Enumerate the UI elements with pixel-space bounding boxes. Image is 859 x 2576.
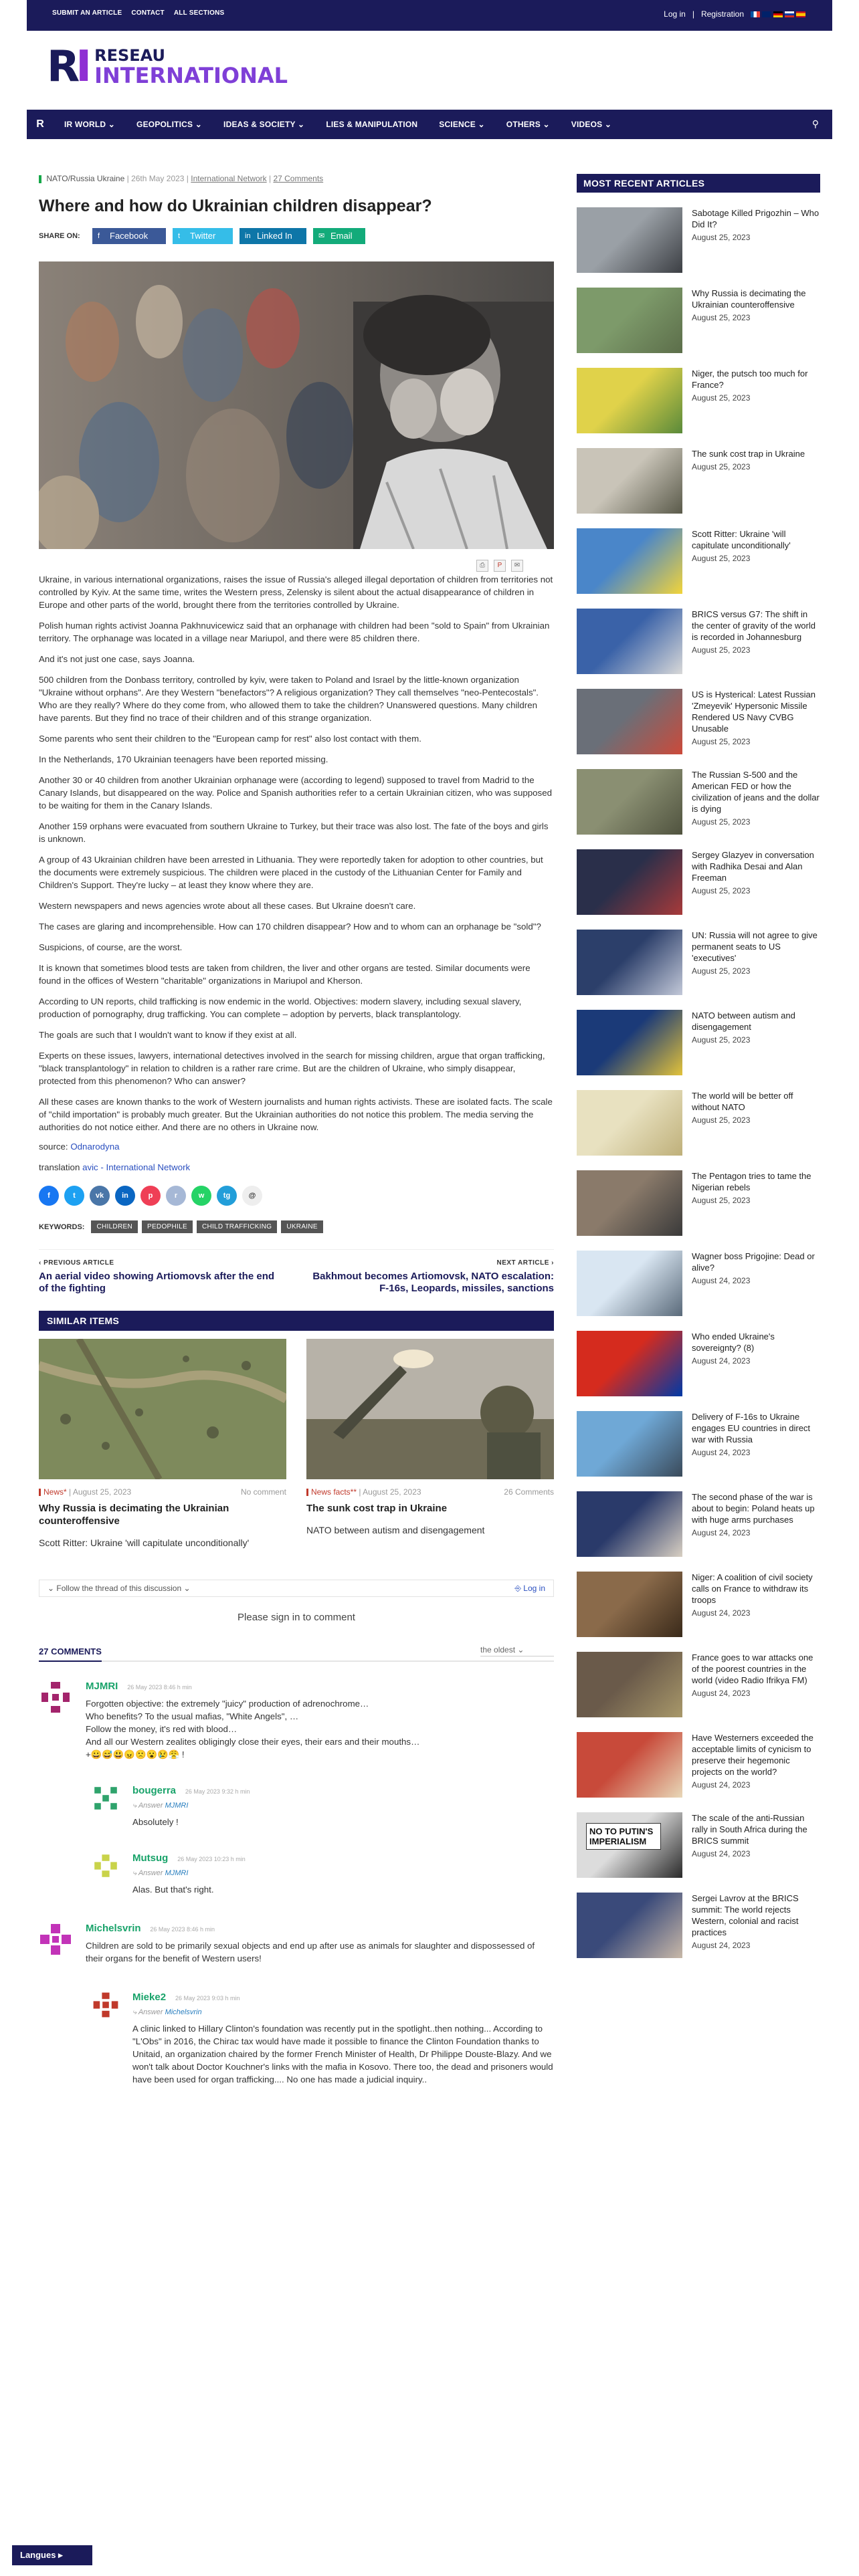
paragraph: Experts on these issues, lawyers, international detectives involved in the search for missing children, argue that organ trafficking, "black transplantology" in relation to children is a rather rare crime. But are the children of Ukraine, who simply disappear, protected from this phenomenon? Who can answer? bbox=[39, 1051, 545, 1086]
comment-date[interactable]: 26 May 2023 8:46 h min bbox=[150, 1926, 215, 1933]
recent-article-text bbox=[692, 769, 820, 835]
recent-article-thumbnail[interactable] bbox=[577, 1090, 682, 1156]
language-flags bbox=[751, 11, 805, 17]
recent-article-item[interactable] bbox=[577, 1090, 820, 1156]
comment-author[interactable]: bougerra bbox=[132, 1785, 177, 1796]
article-category[interactable]: NATO/Russia Ukraine bbox=[46, 174, 125, 183]
recent-article-date: August 25, 2023 bbox=[692, 817, 751, 827]
facebook-icon: f bbox=[98, 232, 100, 240]
recent-article-thumbnail[interactable] bbox=[577, 1411, 682, 1477]
recent-article-thumbnail[interactable] bbox=[577, 1732, 682, 1798]
similar-item-related[interactable]: NATO between autism and disengagement bbox=[306, 1525, 485, 1535]
comments-login-link[interactable]: ⎆ Log in bbox=[514, 1583, 545, 1593]
article-meta: NATO/Russia Ukraine | 26th May 2023 | International Network | 27 Comments bbox=[39, 174, 554, 183]
main-nav bbox=[27, 110, 832, 139]
recent-article-text bbox=[692, 849, 820, 915]
logo-words bbox=[94, 47, 288, 87]
previous-title[interactable]: An aerial video showing Artiomovsk after the end of the fighting bbox=[39, 1271, 275, 1294]
paragraph: Ukraine, in various international organizations, raises the issue of Russia's alleged illegal deportation of children from territories not controlled by Kyiv. At the same time, writes the Western press, Zelensky is silent about the actual disappearance of children in Europe and other parts of the world, brought there from the territories controlled by Ukraine. bbox=[39, 574, 553, 610]
recent-article-thumbnail[interactable] bbox=[577, 689, 682, 754]
recent-article-title[interactable]: Scott Ritter: Ukraine 'will capitulate unconditionally' bbox=[692, 529, 791, 550]
comments-count: 27 COMMENTS bbox=[39, 1646, 102, 1662]
paragraph: Some parents who sent their children to the "European camp for rest" also lost contact with them. bbox=[39, 734, 421, 744]
paragraph: Polish human rights activist Joanna Pakhnuvicewicz said that an orphanage with children had been "sold to Spain" from Ukrainian territory. The orphanage was located in a village near Mariupol, and there were 85 children there. bbox=[39, 621, 550, 643]
recent-article-text bbox=[692, 609, 820, 674]
recent-article-title[interactable]: Delivery of F-16s to Ukraine engages EU countries in direct war with Russia bbox=[692, 1412, 811, 1444]
recent-article-date: August 24, 2023 bbox=[692, 1849, 751, 1858]
recent-article-text bbox=[692, 1251, 820, 1316]
answer-to-author[interactable]: MJMRI bbox=[165, 1802, 189, 1810]
recent-article-item[interactable] bbox=[577, 930, 820, 995]
next-label: NEXT ARTICLE › bbox=[496, 1259, 554, 1267]
translation-link[interactable]: avic - International Network bbox=[82, 1162, 191, 1172]
comment-text: Alas. But that's right. bbox=[132, 1885, 214, 1895]
recent-article-thumbnail[interactable] bbox=[577, 849, 682, 915]
paragraph: Suspicions, of course, are the worst. bbox=[39, 942, 183, 952]
recent-article-date: August 24, 2023 bbox=[692, 1608, 751, 1618]
recent-article-item[interactable] bbox=[577, 288, 820, 353]
keywords-label: KEYWORDS: bbox=[39, 1222, 85, 1231]
logo-word-reseau: RESEAU bbox=[94, 46, 165, 65]
flag-es-icon[interactable] bbox=[796, 11, 805, 17]
paragraph: The cases are glaring and incomprehensible. How can 170 children disappear? How and to whom can an orphanage be "sold"? bbox=[39, 922, 541, 932]
paragraph: Western newspapers and news agencies wrote about all these cases. But Ukraine doesn't care. bbox=[39, 901, 416, 911]
recent-article-date: August 25, 2023 bbox=[692, 313, 751, 322]
comment-reply bbox=[92, 1992, 554, 2086]
recent-article-thumbnail[interactable] bbox=[577, 769, 682, 835]
account-area bbox=[664, 9, 805, 19]
recent-article-thumbnail[interactable] bbox=[577, 930, 682, 995]
recent-article-thumbnail[interactable] bbox=[577, 1251, 682, 1316]
recent-article-text bbox=[692, 1893, 820, 1958]
recent-article-item[interactable] bbox=[577, 1652, 820, 1717]
child-figure bbox=[353, 295, 554, 549]
recent-article-date: August 25, 2023 bbox=[692, 1035, 751, 1045]
flag-de-icon[interactable] bbox=[773, 11, 783, 17]
recent-article-title[interactable]: Who ended Ukraine's sovereignty? (8) bbox=[692, 1331, 775, 1353]
recent-article-title[interactable]: UN: Russia will not agree to give permanent seats to US 'executives' bbox=[692, 930, 818, 963]
rocket-launch-photo bbox=[306, 1339, 554, 1479]
comment-text: Children are sold to be primarily sexual objects and end up after use as animals for slaughter and dispossessed of their organs for the benefit of Western users! bbox=[86, 1941, 535, 1963]
keyword-tag[interactable]: UKRAINE bbox=[281, 1220, 323, 1233]
recent-article-text bbox=[692, 1170, 820, 1236]
recent-article-item[interactable] bbox=[577, 1010, 820, 1075]
comment-date[interactable]: 26 May 2023 9:03 h min bbox=[175, 1995, 240, 2002]
avatar bbox=[39, 1923, 72, 1956]
pdf-icon[interactable]: P bbox=[494, 560, 506, 572]
article-hero-image bbox=[39, 261, 554, 549]
comment-text: A clinic linked to Hillary Clinton's foundation was recently put in the spotlight..then nothing... According to "L'Obs" in 2016, the Chirac tax would have made it possible to finance the Clinton Foundation thanks to Unitaid, an organization chaired by the former French Minister of Health, Dr Philippe Douste-Blazy. And we won't talk about Doctor Kouchner's links with the mafia in Kosovo. There too, the dead and prisoners would have been used for organ trafficking.... No one has made a judicial inquiry.. bbox=[132, 2024, 553, 2084]
top-links bbox=[52, 9, 224, 17]
share-label: SHARE ON: bbox=[39, 232, 80, 240]
contact-link[interactable]: CONTACT bbox=[131, 9, 165, 17]
reddit-icon[interactable]: r bbox=[166, 1186, 186, 1206]
site-header bbox=[27, 31, 832, 110]
nav-science[interactable]: SCIENCE ⌄ bbox=[439, 120, 485, 129]
recent-article-title[interactable]: Have Westerners exceeded the acceptable limits of cynicism to preserve their hegemonic projects on the world? bbox=[692, 1733, 814, 1777]
recent-articles-list bbox=[577, 207, 820, 1958]
social-share-icons bbox=[39, 1186, 554, 1206]
recent-article-title[interactable]: NATO between autism and disengagement bbox=[692, 1010, 795, 1032]
paragraph: Another 30 or 40 children from another Ukrainian orphanage were (according to legend) supposed to travel from Madrid to the Canary Islands, but disappeared on the way. Police and Spanish authorities refer to a certain Ukrainian citizen, who was supposed to be waiting for them in the Canary Islands. bbox=[39, 775, 552, 811]
translation-label: translation bbox=[39, 1162, 80, 1172]
keywords-row bbox=[39, 1220, 554, 1233]
recent-article-item[interactable] bbox=[577, 1411, 820, 1477]
recent-article-title[interactable]: The world will be better off without NATO bbox=[692, 1091, 793, 1112]
similar-item-date: | August 25, 2023 bbox=[69, 1487, 132, 1497]
comment-author[interactable]: Michelsvrin bbox=[86, 1923, 141, 1934]
recent-article-item[interactable] bbox=[577, 769, 820, 835]
recent-article-text bbox=[692, 1411, 820, 1477]
comment bbox=[39, 1923, 554, 1965]
follow-thread-toggle[interactable]: ⌄ Follow the thread of this discussion ⌄ bbox=[47, 1584, 191, 1593]
article-date: | 26th May 2023 | bbox=[126, 174, 189, 183]
logo-mark: RI bbox=[47, 42, 88, 92]
keyword-tag[interactable]: PEDOPHILE bbox=[142, 1220, 193, 1233]
recent-article-date: August 24, 2023 bbox=[692, 1941, 751, 1950]
flag-fr-icon[interactable] bbox=[751, 11, 760, 17]
recent-articles-sidebar bbox=[577, 174, 820, 1958]
comment-date[interactable]: 26 May 2023 9:32 h min bbox=[185, 1788, 250, 1795]
recent-article-date: August 24, 2023 bbox=[692, 1689, 751, 1698]
share-linkedin-button[interactable]: in Linked In bbox=[240, 228, 306, 244]
nav-lies-manipulation[interactable]: LIES & MANIPULATION bbox=[326, 120, 418, 129]
previous-article[interactable] bbox=[39, 1259, 286, 1295]
recent-article-title[interactable]: Wagner boss Prigojine: Dead or alive? bbox=[692, 1251, 815, 1273]
similar-item-meta bbox=[39, 1487, 286, 1497]
similar-item-category[interactable]: News facts** bbox=[306, 1487, 357, 1497]
recent-article-item[interactable] bbox=[577, 1491, 820, 1557]
avatar bbox=[92, 1785, 119, 1812]
similar-item-comments[interactable]: No comment bbox=[240, 1487, 286, 1497]
vk-icon[interactable]: vk bbox=[90, 1186, 110, 1206]
recent-article-item[interactable] bbox=[577, 207, 820, 273]
telegram-icon[interactable]: tg bbox=[217, 1186, 237, 1206]
recent-article-text bbox=[692, 1331, 820, 1396]
answer-to: ⤷ Answer MJMRI bbox=[132, 1869, 189, 1877]
paragraph: In the Netherlands, 170 Ukrainian teenagers have been reported missing. bbox=[39, 754, 328, 764]
similar-item[interactable] bbox=[306, 1339, 554, 1549]
recent-article-thumbnail[interactable] bbox=[577, 1491, 682, 1557]
comments-sort-select[interactable]: the oldest ⌄ bbox=[480, 1645, 554, 1656]
recent-article-thumbnail[interactable] bbox=[577, 448, 682, 514]
login-link[interactable]: Log in bbox=[664, 9, 686, 19]
paragraph: The goals are such that I wouldn't want to know if they exist at all. bbox=[39, 1030, 297, 1040]
recent-article-thumbnail[interactable] bbox=[577, 1652, 682, 1717]
similar-item-title[interactable]: Why Russia is decimating the Ukrainian counteroffensive bbox=[39, 1503, 229, 1527]
similar-item[interactable] bbox=[39, 1339, 286, 1549]
answer-to-author[interactable]: Michelsvrin bbox=[165, 2008, 202, 2016]
twitter-icon: t bbox=[178, 232, 181, 240]
avatar bbox=[92, 1852, 119, 1879]
recent-article-title[interactable]: US is Hysterical: Latest Russian 'Zmeyevik' Hypersonic Missile Rendered US Navy CVBG Unusable bbox=[692, 689, 816, 734]
category-marker bbox=[39, 175, 41, 183]
recent-article-title[interactable]: BRICS versus G7: The shift in the center of gravity of the world is recorded in Johannesburg bbox=[692, 609, 816, 642]
recent-article-text bbox=[692, 1090, 820, 1156]
share-email-button[interactable]: ✉ Email bbox=[313, 228, 365, 244]
comments-header bbox=[39, 1642, 554, 1662]
recent-article-title[interactable]: Niger, the putsch too much for France? bbox=[692, 368, 808, 390]
recent-article-text bbox=[692, 1010, 820, 1075]
article-title: Where and how do Ukrainian children disappear? bbox=[39, 197, 432, 215]
recent-article-text bbox=[692, 207, 820, 273]
recent-article-text bbox=[692, 368, 820, 433]
avatar bbox=[92, 1992, 119, 2018]
recent-article-date: August 25, 2023 bbox=[692, 737, 751, 746]
recent-article-text bbox=[692, 528, 820, 594]
crowd-child-photo bbox=[39, 261, 554, 549]
recent-article-text bbox=[692, 288, 820, 353]
nav-videos[interactable]: VIDEOS ⌄ bbox=[571, 120, 612, 129]
email-icon: ✉ bbox=[318, 232, 325, 240]
recent-article-title[interactable]: The second phase of the war is about to begin: Poland heats up with huge arms purchases bbox=[692, 1492, 815, 1525]
similar-item-comments[interactable]: 26 Comments bbox=[504, 1487, 554, 1497]
recent-article-date: August 25, 2023 bbox=[692, 1115, 751, 1125]
avatar bbox=[39, 1681, 72, 1714]
recent-article-text bbox=[692, 930, 820, 995]
recent-article-title[interactable]: The scale of the anti-Russian rally in South Africa during the BRICS summit bbox=[692, 1813, 807, 1846]
recent-article-item[interactable] bbox=[577, 1893, 820, 1958]
recent-article-date: August 25, 2023 bbox=[692, 554, 751, 563]
recent-article-date: August 25, 2023 bbox=[692, 393, 751, 403]
pocket-icon[interactable]: p bbox=[140, 1186, 161, 1206]
recent-article-thumbnail[interactable] bbox=[577, 609, 682, 674]
similar-item-image[interactable] bbox=[39, 1339, 286, 1479]
recent-article-text bbox=[692, 1572, 820, 1637]
recent-article-thumbnail[interactable] bbox=[577, 1331, 682, 1396]
recent-article-item[interactable] bbox=[577, 368, 820, 433]
article-column bbox=[39, 174, 554, 2086]
comment bbox=[39, 1681, 554, 1761]
recent-article-text bbox=[692, 1812, 820, 1878]
linkedin-icon[interactable]: in bbox=[115, 1186, 135, 1206]
home-button[interactable]: R bbox=[36, 118, 44, 130]
recent-article-title[interactable]: The Russian S-500 and the American FED or how the civilization of jeans and the dollar is dying bbox=[692, 770, 820, 814]
paragraph: Another 159 orphans were evacuated from southern Ukraine to Turkey, but their trace was also lost. The fate of the boys and girls is unknown. bbox=[39, 821, 549, 844]
submit-article-link[interactable]: SUBMIT AN ARTICLE bbox=[52, 9, 122, 17]
recent-article-thumbnail[interactable] bbox=[577, 207, 682, 273]
recent-article-thumbnail[interactable] bbox=[577, 1812, 682, 1878]
similar-items bbox=[39, 1339, 554, 1549]
comments-link[interactable]: 27 Comments bbox=[273, 174, 324, 183]
top-bar bbox=[27, 0, 832, 31]
recent-article-date: August 25, 2023 bbox=[692, 1196, 751, 1205]
email-icon[interactable]: @ bbox=[242, 1186, 262, 1206]
article-tools bbox=[39, 560, 554, 573]
linkedin-icon: in bbox=[245, 232, 251, 240]
nav-others[interactable]: OTHERS ⌄ bbox=[506, 120, 550, 129]
share-bar bbox=[39, 228, 554, 244]
mail-icon[interactable]: ✉ bbox=[511, 560, 523, 572]
recent-article-item[interactable] bbox=[577, 849, 820, 915]
comment-author[interactable]: Mieke2 bbox=[132, 1992, 167, 2003]
recent-article-date: August 24, 2023 bbox=[692, 1356, 751, 1366]
facebook-icon[interactable]: f bbox=[39, 1186, 59, 1206]
recent-article-text bbox=[692, 689, 820, 754]
site-logo[interactable] bbox=[47, 42, 288, 92]
recent-article-item[interactable] bbox=[577, 528, 820, 594]
share-facebook-button[interactable]: f Facebook bbox=[92, 228, 166, 244]
recent-article-text bbox=[692, 1491, 820, 1557]
search-icon[interactable]: ⚲ bbox=[812, 118, 819, 129]
similar-item-title[interactable]: The sunk cost trap in Ukraine bbox=[306, 1503, 448, 1514]
protest-sign: NO TO PUTIN'S IMPERIALISM bbox=[586, 1823, 661, 1850]
similar-item-image[interactable] bbox=[306, 1339, 554, 1479]
comment-date[interactable]: 26 May 2023 10:23 h min bbox=[177, 1856, 246, 1862]
previous-label: ‹ PREVIOUS ARTICLE bbox=[39, 1259, 114, 1267]
recent-article-date: August 24, 2023 bbox=[692, 1448, 751, 1457]
comment-author[interactable]: Mutsug bbox=[132, 1852, 169, 1864]
paragraph: It is known that sometimes blood tests are taken from children, the liver and other organs are tested. Similar documents were found in the offices of Western "charitable" organizations in Mariupol and Kherson. bbox=[39, 963, 531, 986]
recent-article-date: August 25, 2023 bbox=[692, 966, 751, 976]
recent-article-item[interactable] bbox=[577, 448, 820, 514]
sign-in-prompt[interactable]: Please sign in to comment bbox=[237, 1612, 355, 1623]
paragraph: 500 children from the Donbass territory, controlled by kyiv, were taken to Poland and Israel by the little-known organization "Ukraine without orphans". Are they Western "benefactors"? A religious organization? They call themselves "neo-Pentecostals". Who are they really? Where do they come from, who allowed them to take the children? Unanswered questions. Many children have parents. But they find no trace of their children and of this strange organization. bbox=[39, 675, 539, 723]
next-title[interactable]: Bakhmout becomes Artiomovsk, NATO escalation: F-16s, Leopards, missiles, sanctions bbox=[312, 1271, 554, 1294]
translation-line bbox=[39, 1162, 554, 1172]
paragraph: All these cases are known thanks to the work of Western journalists and human rights activists. These are isolated facts. The scale of "child importation" is probably much greater. But the Ukrainian authorities do not notice this problem. The media serving the authorities do not notice either. And there are no others in Ukraine now. bbox=[39, 1097, 553, 1132]
recent-article-thumbnail[interactable] bbox=[577, 288, 682, 353]
recent-article-text bbox=[692, 1732, 820, 1798]
recent-article-thumbnail[interactable] bbox=[577, 368, 682, 433]
recent-article-title[interactable]: Why Russia is decimating the Ukrainian counteroffensive bbox=[692, 288, 806, 310]
follow-thread-bar bbox=[39, 1580, 554, 1597]
recent-article-title[interactable]: France goes to war attacks one of the poorest countries in the world (video Radio Ifrikya FM) bbox=[692, 1652, 814, 1685]
answer-to: ⤷ Answer MJMRI bbox=[132, 1802, 189, 1810]
comment-text: Forgotten objective: the extremely "juicy" production of adrenochrome… Who benefits? To the usual mafias, "White Angels", … Follow the money, it's red with blood… And all our Western zealites obligingly close their eyes, their ears and their mouths… +😀😅😃😠🙁😮😢😤 ! bbox=[86, 1699, 420, 1759]
whatsapp-icon[interactable]: w bbox=[191, 1186, 211, 1206]
recent-article-title[interactable]: Sabotage Killed Prigozhin – Who Did It? bbox=[692, 208, 820, 229]
twitter-icon[interactable]: t bbox=[64, 1186, 84, 1206]
recent-article-item[interactable] bbox=[577, 1812, 820, 1878]
flag-ru-icon[interactable] bbox=[785, 11, 794, 17]
logo-word-international: INTERNATIONAL bbox=[94, 63, 288, 88]
recent-article-date: August 24, 2023 bbox=[692, 1276, 751, 1285]
languages-button[interactable]: Langues ▸ bbox=[12, 2545, 92, 2565]
recent-article-item[interactable] bbox=[577, 689, 820, 754]
similar-item-related[interactable]: Scott Ritter: Ukraine 'will capitulate unconditionally' bbox=[39, 1537, 250, 1548]
flag-uk-icon[interactable] bbox=[762, 11, 771, 17]
source-link[interactable]: Odnarodyna bbox=[70, 1142, 120, 1152]
recent-article-item[interactable] bbox=[577, 1251, 820, 1316]
separator: | bbox=[692, 9, 694, 19]
comment-author[interactable]: MJMRI bbox=[86, 1681, 118, 1692]
recent-article-date: August 25, 2023 bbox=[692, 233, 751, 242]
source-line bbox=[39, 1142, 554, 1152]
recent-article-title[interactable]: The Pentagon tries to tame the Nigerian rebels bbox=[692, 1171, 812, 1192]
article-pagination bbox=[39, 1249, 554, 1295]
print-icon[interactable]: ⎙ bbox=[476, 560, 488, 572]
recent-article-item[interactable] bbox=[577, 1572, 820, 1637]
similar-item-date: | August 25, 2023 bbox=[359, 1487, 421, 1497]
source-label: source: bbox=[39, 1142, 68, 1152]
comment-date[interactable]: 26 May 2023 8:46 h min bbox=[127, 1684, 192, 1691]
nav-ideas-society[interactable]: IDEAS & SOCIETY ⌄ bbox=[223, 120, 305, 129]
recent-article-thumbnail[interactable] bbox=[577, 528, 682, 594]
keyword-tag[interactable]: CHILD TRAFFICKING bbox=[197, 1220, 277, 1233]
recent-article-title[interactable]: Sergei Lavrov at the BRICS summit: The world rejects Western, colonial and racist practices bbox=[692, 1893, 799, 1937]
article-author[interactable]: International Network bbox=[191, 174, 267, 183]
recent-article-item[interactable] bbox=[577, 1170, 820, 1236]
answer-to: ⤷ Answer Michelsvrin bbox=[132, 2008, 202, 2016]
recent-article-title[interactable]: Niger: A coalition of civil society calls on France to withdraw its troops bbox=[692, 1572, 813, 1605]
recent-article-date: August 25, 2023 bbox=[692, 462, 751, 471]
comment-text: Absolutely ! bbox=[132, 1817, 179, 1827]
recent-article-date: August 25, 2023 bbox=[692, 645, 751, 655]
recent-article-date: August 24, 2023 bbox=[692, 1780, 751, 1790]
comment-reply bbox=[92, 1785, 554, 1828]
nav-ir-world[interactable]: IR WORLD ⌄ bbox=[64, 120, 116, 129]
paragraph: A group of 43 Ukrainian children have been arrested in Lithuania. They were reportedly taken for adoption to other countries, but the documents were extremely suspicious. The children were placed in the custody of the Lithuanian Center for Family and Children's Support. They're lucky – at least they know where they are. bbox=[39, 855, 543, 890]
recent-article-text bbox=[692, 448, 805, 514]
recent-article-title[interactable]: Sergey Glazyev in conversation with Radhika Desai and Alan Freeman bbox=[692, 850, 814, 883]
all-sections-link[interactable]: ALL SECTIONS bbox=[173, 9, 225, 17]
share-twitter-button[interactable]: t Twitter bbox=[173, 228, 233, 244]
recent-article-date: August 25, 2023 bbox=[692, 886, 751, 895]
sidebar-heading: MOST RECENT ARTICLES bbox=[577, 174, 820, 193]
recent-article-thumbnail[interactable] bbox=[577, 1572, 682, 1637]
similar-item-category[interactable]: News* bbox=[39, 1487, 67, 1497]
next-article[interactable] bbox=[306, 1259, 554, 1295]
recent-article-thumbnail[interactable] bbox=[577, 1893, 682, 1958]
paragraph: And it's not just one case, says Joanna. bbox=[39, 654, 195, 664]
recent-article-thumbnail[interactable] bbox=[577, 1010, 682, 1075]
nav-geopolitics[interactable]: GEOPOLITICS ⌄ bbox=[136, 120, 203, 129]
article-body bbox=[39, 573, 554, 1134]
similar-items-heading: SIMILAR ITEMS bbox=[39, 1311, 554, 1331]
recent-article-text bbox=[692, 1652, 820, 1717]
recent-article-date: August 24, 2023 bbox=[692, 1528, 751, 1537]
recent-article-title[interactable]: The sunk cost trap in Ukraine bbox=[692, 449, 805, 459]
similar-item-meta bbox=[306, 1487, 554, 1497]
aerial-field-photo bbox=[39, 1339, 286, 1479]
paragraph: According to UN reports, child trafficking is now endemic in the world. Objectives: modern slavery, including sexual slavery, production of pornography, drug trafficking. You can complete – adoption by perverts, black transplantology. bbox=[39, 996, 522, 1019]
comment-reply bbox=[92, 1852, 554, 1896]
recent-article-item[interactable] bbox=[577, 1331, 820, 1396]
registration-link[interactable]: Registration bbox=[700, 9, 744, 19]
recent-article-item[interactable] bbox=[577, 609, 820, 674]
recent-article-thumbnail[interactable] bbox=[577, 1170, 682, 1236]
recent-article-item[interactable] bbox=[577, 1732, 820, 1798]
answer-to-author[interactable]: MJMRI bbox=[165, 1869, 189, 1877]
keyword-tag[interactable]: CHILDREN bbox=[91, 1220, 138, 1233]
